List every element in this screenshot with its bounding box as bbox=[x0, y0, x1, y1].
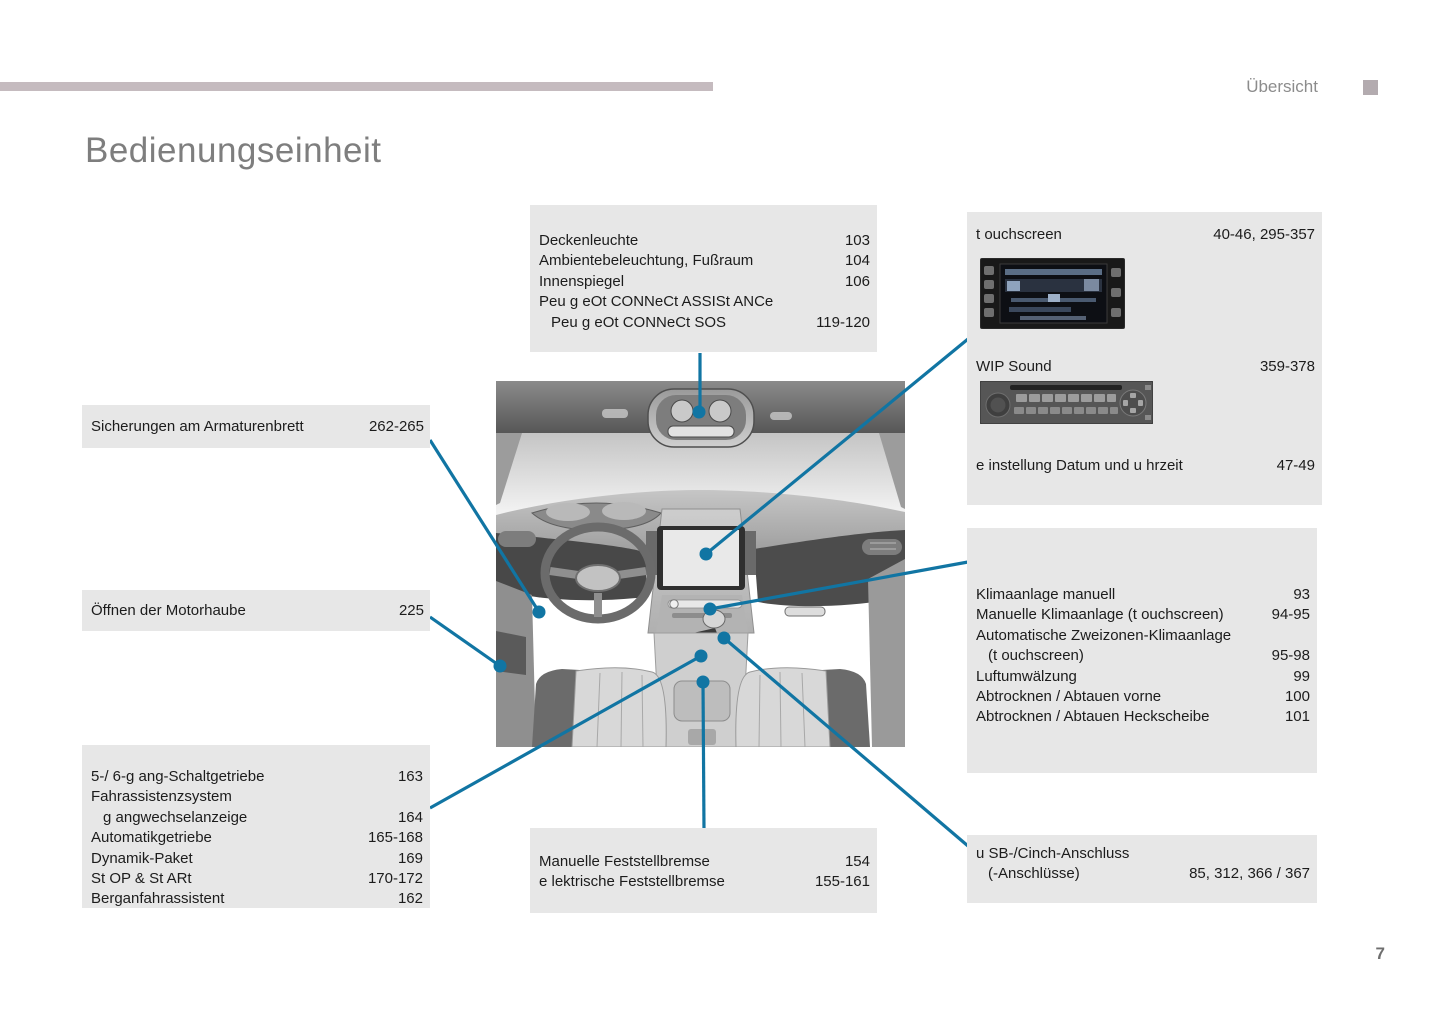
page-reference: 93 bbox=[1293, 586, 1310, 603]
page-reference: 99 bbox=[1293, 667, 1310, 685]
callout-label: Klimaanlage manuell bbox=[976, 586, 1116, 603]
callout-label: Sicherungen am Armaturenbrett bbox=[91, 418, 304, 435]
page-reference: 170-172 bbox=[367, 870, 423, 888]
callout-label: Manuelle Klimaanlage (t ouchscreen) bbox=[976, 606, 1224, 624]
callout-row bbox=[82, 869, 430, 889]
page-reference: 359-378 bbox=[1259, 358, 1315, 375]
page-reference: 163 bbox=[397, 768, 423, 785]
callout-label: 5-/ 6-g ang-Schaltgetriebe bbox=[91, 768, 265, 785]
callout-label: Fahrassistenzsystem bbox=[91, 788, 232, 806]
callout-label: Berganfahrassistent bbox=[91, 890, 225, 908]
page-reference: 119-120 bbox=[816, 313, 870, 331]
page-reference: 169 bbox=[397, 849, 423, 867]
callout-row bbox=[530, 872, 877, 892]
page-reference: 100 bbox=[1284, 688, 1310, 706]
callout-row bbox=[967, 687, 1317, 707]
callout-label: Automatikgetriebe bbox=[91, 829, 212, 847]
callout-label: Deckenleuchte bbox=[539, 232, 639, 249]
section-label: Übersicht bbox=[1246, 77, 1318, 96]
callout-label: e instellung Datum und u hrzeit bbox=[976, 457, 1183, 474]
callout-row bbox=[82, 808, 430, 828]
page-title: Bedienungseinheit bbox=[85, 131, 382, 170]
callout-label: Luftumwälzung bbox=[976, 667, 1077, 685]
page-reference: 85, 312, 366 / 367 bbox=[1189, 865, 1310, 883]
square-icon bbox=[1363, 80, 1378, 95]
page-reference: 262-265 bbox=[368, 418, 424, 435]
page-reference: 106 bbox=[844, 272, 870, 290]
header-rule bbox=[0, 82, 713, 91]
callout-box-parking-brake bbox=[530, 828, 877, 913]
callout-row bbox=[967, 707, 1317, 727]
callout-label: t ouchscreen bbox=[976, 226, 1062, 243]
callout-label: (t ouchscreen) bbox=[988, 647, 1084, 665]
callout-label: Dynamik-Paket bbox=[91, 849, 193, 867]
callout-row bbox=[967, 605, 1317, 625]
page-reference: 155-161 bbox=[814, 873, 870, 891]
touchscreen-image bbox=[980, 258, 1125, 329]
callout-label: g angwechselanzeige bbox=[103, 808, 248, 826]
callout-box-usb bbox=[967, 835, 1317, 903]
page-reference: 94-95 bbox=[1271, 606, 1310, 624]
page-reference: 104 bbox=[844, 252, 870, 270]
callout-row bbox=[967, 357, 1322, 377]
page-reference: 103 bbox=[844, 232, 870, 249]
callout-row bbox=[82, 889, 430, 909]
callout-row bbox=[967, 456, 1322, 476]
callout-label: Öffnen der Motorhaube bbox=[91, 602, 246, 619]
page-number: 7 bbox=[1375, 944, 1385, 963]
callout-label: e lektrische Feststellbremse bbox=[539, 873, 725, 891]
page-reference: 40-46, 295-357 bbox=[1213, 226, 1315, 243]
callout-row bbox=[530, 231, 877, 251]
car-interior-illustration bbox=[496, 381, 905, 747]
callout-label: Innenspiegel bbox=[539, 272, 625, 290]
callout-label: Abtrocknen / Abtauen Heckscheibe bbox=[976, 708, 1210, 726]
callout-row bbox=[82, 849, 430, 869]
callout-label: (-Anschlüsse) bbox=[988, 865, 1080, 883]
callout-label: Peu g eOt CONNeCt ASSISt ANCe bbox=[539, 293, 774, 311]
callout-label: u SB-/Cinch-Anschluss bbox=[976, 845, 1130, 862]
radio-image bbox=[980, 381, 1153, 424]
page-reference: 154 bbox=[844, 853, 870, 870]
page-reference: 165-168 bbox=[367, 829, 423, 847]
callout-box-audio bbox=[967, 212, 1322, 505]
callout-label: Automatische Zweizonen-Klimaanlage bbox=[976, 626, 1232, 644]
callout-box-gearbox bbox=[82, 745, 430, 908]
callout-row bbox=[530, 251, 877, 271]
callout-box-bonnet bbox=[82, 590, 430, 631]
callout-row bbox=[967, 864, 1317, 884]
callout-box-climate bbox=[967, 528, 1317, 773]
page-reference: 101 bbox=[1284, 708, 1310, 726]
page-reference: 95-98 bbox=[1271, 647, 1310, 665]
callout-row bbox=[82, 590, 430, 631]
callout-row bbox=[530, 852, 877, 872]
callout-label: Manuelle Feststellbremse bbox=[539, 853, 710, 870]
callout-row bbox=[82, 767, 430, 787]
callout-row bbox=[82, 405, 430, 448]
callout-row bbox=[530, 272, 877, 292]
callout-row bbox=[967, 225, 1322, 245]
callout-label: Abtrocknen / Abtauen vorne bbox=[976, 688, 1162, 706]
callout-box-lighting bbox=[530, 205, 877, 352]
callout-box-fuses bbox=[82, 405, 430, 448]
page-reference: 164 bbox=[397, 808, 423, 826]
callout-row bbox=[530, 313, 877, 333]
page-reference: 225 bbox=[398, 602, 424, 619]
callout-row bbox=[967, 667, 1317, 687]
page-reference: 162 bbox=[397, 890, 423, 908]
page-reference: 47-49 bbox=[1276, 457, 1315, 474]
callout-label: St OP & St ARt bbox=[91, 870, 192, 888]
callout-row bbox=[967, 646, 1317, 666]
callout-label: WIP Sound bbox=[976, 358, 1052, 375]
callout-label: Peu g eOt CONNeCt SOS bbox=[551, 313, 727, 331]
callout-row bbox=[82, 828, 430, 848]
callout-label: Ambientebeleuchtung, Fußraum bbox=[539, 252, 754, 270]
callout-row bbox=[967, 585, 1317, 605]
